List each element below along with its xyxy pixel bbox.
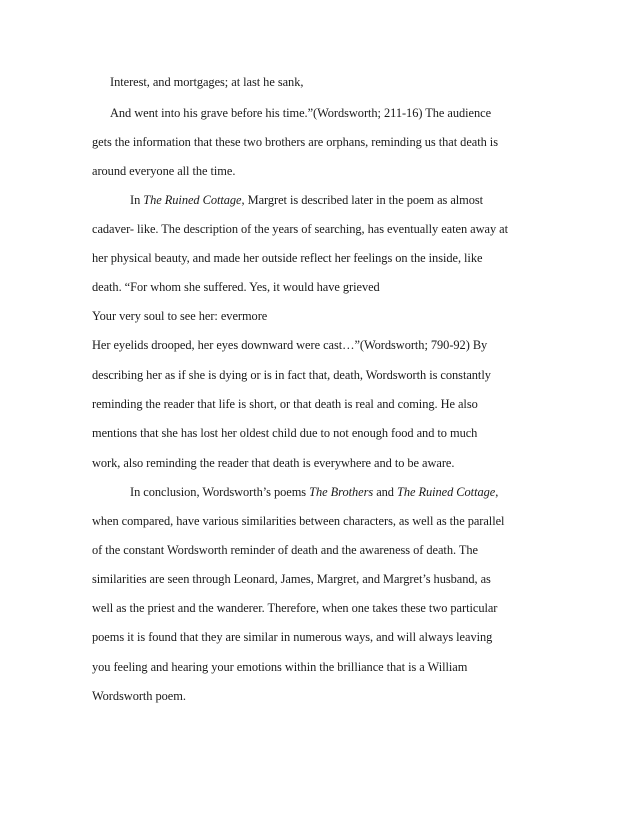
text-segment: when compared, have various similarities between characters, as well as the parallel [92, 514, 505, 528]
text-segment: you feeling and hearing your emotions within the brilliance that is a William [92, 660, 468, 674]
text-line [92, 337, 487, 353]
text-segment: , [495, 485, 499, 499]
text-line [92, 163, 235, 179]
italic-title: The Ruined Cottage [143, 193, 242, 207]
italic-title: The Ruined Cottage [396, 485, 496, 499]
text-segment: Interest, and mortgages; at last he sank, [110, 75, 304, 89]
text-segment: and [373, 485, 397, 499]
text-line [110, 105, 491, 121]
text-segment: similarities are seen through Leonard, James, Margret, and Margret’s husband, as [92, 572, 491, 586]
text-segment: describing her as if she is dying or is in fact that, death, Wordsworth is constantly [92, 368, 491, 382]
text-line [92, 659, 467, 675]
text-segment: mentions that she has lost her oldest child due to not enough food and to much [92, 426, 478, 440]
text-segment: work, also reminding the reader that death is everywhere and to be aware. [92, 456, 455, 470]
text-line [92, 542, 478, 558]
italic-title: The Brothers [309, 485, 374, 499]
text-segment: Her eyelids drooped, her eyes downward were cast…”(Wordsworth; 790-92) By [92, 338, 488, 352]
text-segment: around everyone all the time. [92, 164, 236, 178]
text-line [92, 600, 497, 616]
text-segment: In conclusion, Wordsworth’s poems [130, 485, 310, 499]
text-line [92, 367, 491, 383]
text-segment: poems it is found that they are similar in numerous ways, and will always leaving [92, 630, 493, 644]
text-segment: , Margret is described later in the poem as almost [241, 193, 484, 207]
text-segment: And went into his grave before his time.”(Wordsworth; 211-16) The audience [110, 106, 492, 120]
text-line [92, 221, 508, 237]
text-line [92, 396, 478, 412]
text-line [92, 425, 477, 441]
text-line [92, 513, 504, 529]
text-line [130, 484, 498, 500]
text-segment: cadaver- like. The description of the years of searching, has eventually eaten away at [92, 222, 508, 236]
text-segment: Your very soul to see her: evermore [92, 309, 268, 323]
text-line [92, 455, 454, 471]
text-segment: her physical beauty, and made her outside reflect her feelings on the inside, like [92, 251, 483, 265]
text-line [92, 688, 186, 704]
text-segment: Wordsworth poem. [92, 689, 186, 703]
text-line [92, 250, 482, 266]
text-line [92, 134, 498, 150]
text-line [92, 629, 492, 645]
text-line [130, 192, 483, 208]
text-segment: In [130, 193, 144, 207]
text-line [92, 279, 380, 295]
text-line [92, 571, 491, 587]
text-segment: reminding the reader that life is short, or that death is real and coming. He also [92, 397, 478, 411]
text-segment: gets the information that these two brothers are orphans, reminding us that death is [92, 135, 498, 149]
text-segment: death. “For whom she suffered. Yes, it would have grieved [92, 280, 380, 294]
text-segment: of the constant Wordsworth reminder of death and the awareness of death. The [92, 543, 478, 557]
text-segment: well as the priest and the wanderer. Therefore, when one takes these two particular [92, 601, 498, 615]
text-line [110, 74, 303, 90]
text-line [92, 308, 267, 324]
